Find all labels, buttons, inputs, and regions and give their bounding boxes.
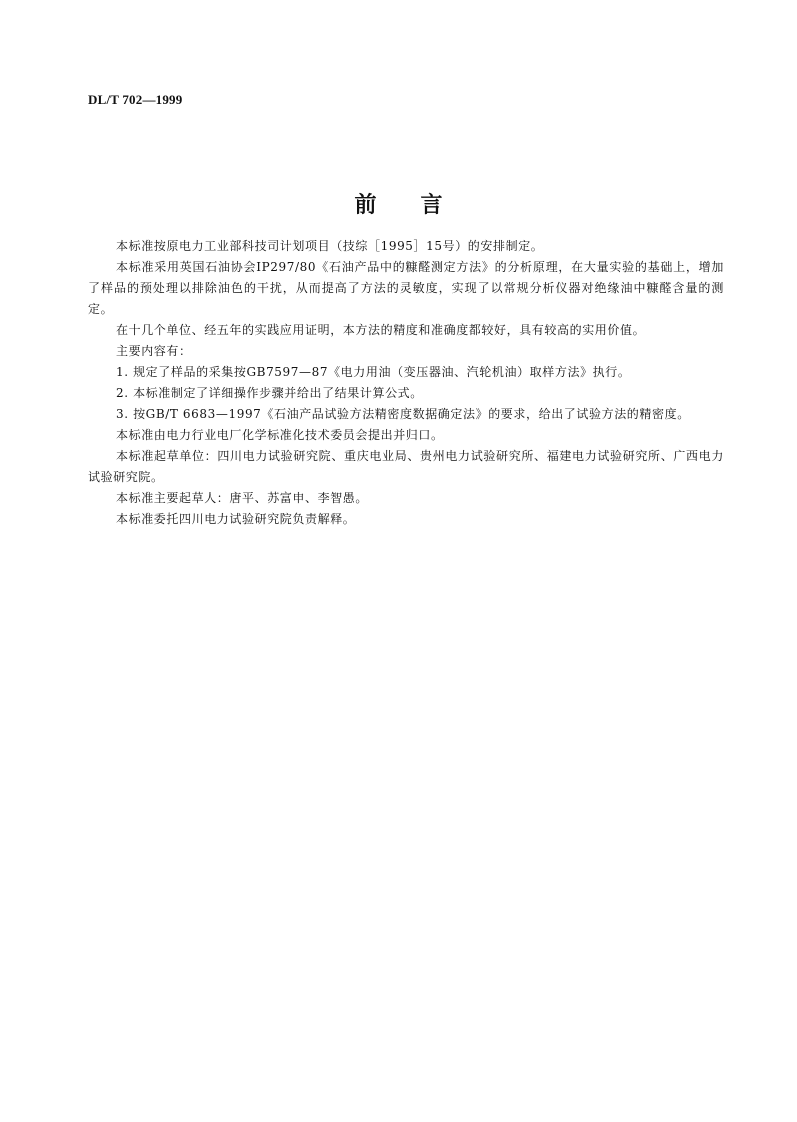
standard-code-header: DL/T 702—1999 — [88, 92, 183, 107]
list-item-precision: 3. 按GB/T 6683—1997《石油产品试验方法精密度数据确定法》的要求，给出了试验方法的精密度。 — [116, 407, 690, 421]
paragraph-interpretation: 本标准委托四川电力试验研究院负责解释。 — [116, 512, 356, 526]
paragraph-proposer: 本标准由电力行业电厂化学标准化技术委员会提出并归口。 — [116, 428, 444, 442]
paragraph-practice-proof: 在十几个单位、经五年的实践应用证明，本方法的精度和准确度都较好，具有较高的实用价值。 — [116, 323, 646, 337]
foreword-body — [88, 236, 724, 530]
paragraph-main-contents-heading: 主要内容有： — [116, 344, 192, 358]
paragraph-adopted-method: 本标准采用英国石油协会IP297/80《石油产品中的糠醛测定方法》的分析原理，在大量实验的基础上，增加了样品的预处理以排除油色的干扰，从而提高了方法的灵敏度，实现了以常规分析仪器对绝缘油中糠醛含量的测定。 — [88, 260, 724, 316]
list-item-procedure: 2. 本标准制定了详细操作步骤并给出了结果计算公式。 — [116, 386, 423, 400]
paragraph-drafting-units: 本标准起草单位：四川电力试验研究院、重庆电业局、贵州电力试验研究所、福建电力试验研究所、广西电力试验研究院。 — [88, 449, 724, 484]
page-title: 前言 — [354, 192, 487, 218]
paragraph-plan-source: 本标准按原电力工业部科技司计划项目（技综［1995］15号）的安排制定。 — [116, 239, 544, 253]
paragraph-drafters: 本标准主要起草人：唐平、苏富申、李智愚。 — [116, 491, 369, 505]
list-item-sampling: 1. 规定了样品的采集按GB7597—87《电力用油（变压器油、汽轮机油）取样方法》执行。 — [116, 365, 631, 379]
